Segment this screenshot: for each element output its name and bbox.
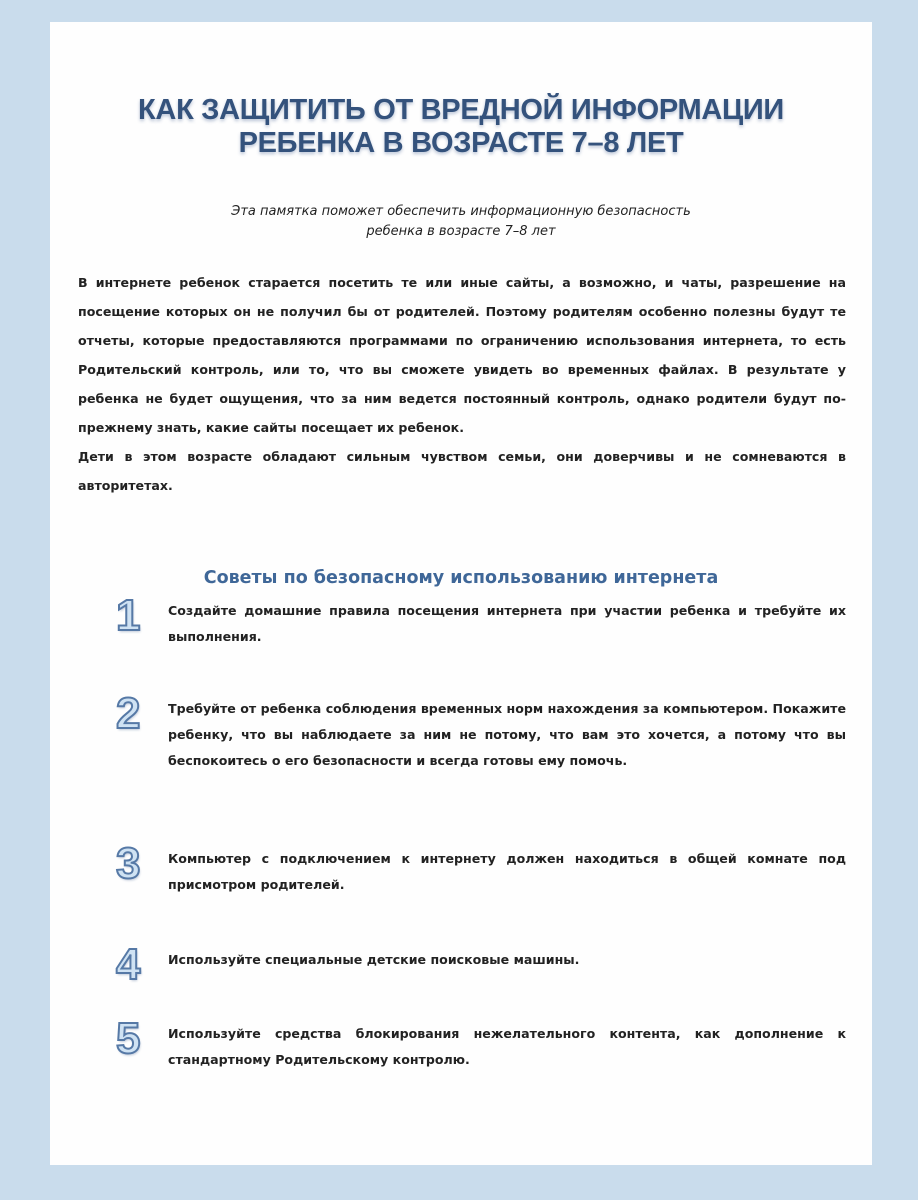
intro-paragraph: Дети в этом возрасте обладают сильным чувством семьи, они доверчивы и не сомневаются в авторитетах.: [78, 449, 846, 493]
tip-number: 2: [116, 689, 141, 738]
tip-text: Создайте домашние правила посещения интернета при участии ребенка и требуйте их выполнения.: [168, 603, 846, 644]
tip-text: Требуйте от ребенка соблюдения временных норм нахождения за компьютером. Покажите ребенку, что вы наблюдаете за ним не потому, что вам это хочется, а потому что вы беспокоитесь о его безопасности и всегда готовы ему помочь.: [168, 701, 846, 768]
tip-item: [116, 940, 846, 989]
tip-item: [116, 1014, 846, 1073]
tip-item: [116, 839, 846, 898]
tip-number: 1: [116, 591, 141, 640]
page-title: [50, 94, 872, 160]
title-line: КАК ЗАЩИТИТЬ ОТ ВРЕДНОЙ ИНФОРМАЦИИ: [138, 94, 784, 126]
tip-item: [116, 689, 846, 774]
subtitle-line: Эта памятка поможет обеспечить информационную безопасность: [231, 204, 691, 219]
tip-text: Компьютер с подключением к интернету должен находиться в общей комнате под присмотром родителей.: [168, 851, 846, 892]
intro-paragraph: В интернете ребенок старается посетить те или иные сайты, а возможно, и чаты, разрешение на посещение которых он не получил бы от родителей. Поэтому родителям особенно полезны будут те отчеты, которые предоставляются программами по ограничению использования интернета, то есть Родительский контроль, или то, что вы сможете увидеть во временных файлах. В результате у ребенка не будет ощущения, что за ним ведется постоянный контроль, однако родители будут по-прежнему знать, какие сайты посещает их ребенок.: [78, 275, 846, 435]
section-heading: Советы по безопасному использованию интернета: [203, 568, 719, 588]
tip-number: 5: [116, 1014, 141, 1063]
tip-item: [116, 591, 846, 650]
tip-text: Используйте специальные детские поисковые машины.: [168, 952, 580, 967]
subtitle-line: ребенка в возрасте 7–8 лет: [366, 224, 556, 239]
subtitle: [50, 202, 872, 242]
document-page: [50, 22, 872, 1165]
tip-number: 3: [116, 839, 141, 888]
title-line: РЕБЕНКА В ВОЗРАСТЕ 7–8 ЛЕТ: [238, 127, 684, 159]
intro-text: [78, 268, 846, 500]
tip-number: 4: [116, 940, 141, 989]
tip-text: Используйте средства блокирования нежелательного контента, как дополнение к стандартному Родительскому контролю.: [168, 1026, 846, 1067]
